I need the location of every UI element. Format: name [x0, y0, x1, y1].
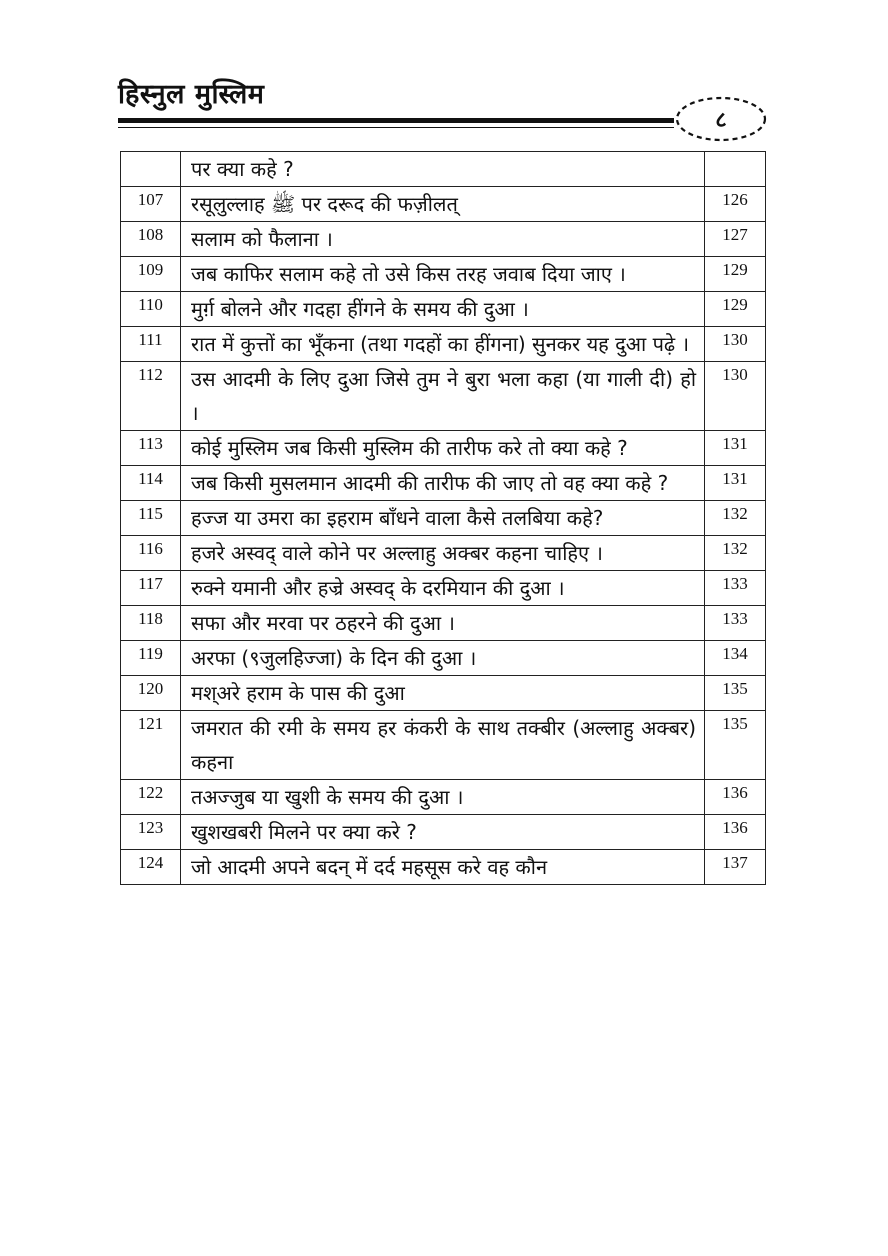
toc-entry-page: [705, 152, 766, 187]
toc-entry-page: 135: [705, 676, 766, 711]
page-header: [118, 74, 768, 146]
toc-entry-number: 116: [121, 536, 181, 571]
toc-entry-number: 123: [121, 815, 181, 850]
toc-row: [121, 257, 766, 292]
toc-row: [121, 641, 766, 676]
toc-entry-page: 135: [705, 711, 766, 780]
toc-entry-page: 131: [705, 431, 766, 466]
toc-row: [121, 711, 766, 780]
toc-entry-page: 133: [705, 571, 766, 606]
toc-row: [121, 431, 766, 466]
toc-entry-number: [121, 152, 181, 187]
toc-entry-title: रुक्ने यमानी और हज्रे अस्वद् के दरमियान की दुआ ।: [181, 571, 705, 606]
toc-entry-page: 132: [705, 501, 766, 536]
toc-entry-title: जब काफिर सलाम कहे तो उसे किस तरह जवाब दिया जाए ।: [181, 257, 705, 292]
toc-entry-title: उस आदमी के लिए दुआ जिसे तुम ने बुरा भला कहा (या गाली दी) हो ।: [181, 362, 705, 431]
page-number: ८: [715, 108, 727, 133]
toc-entry-page: 134: [705, 641, 766, 676]
toc-entry-number: 114: [121, 466, 181, 501]
toc-row: [121, 850, 766, 885]
toc-entry-title: हजरे अस्वद् वाले कोने पर अल्लाहु अक्बर कहना चाहिए ।: [181, 536, 705, 571]
toc-entry-page: 136: [705, 780, 766, 815]
toc-entry-title: जमरात की रमी के समय हर कंकरी के साथ तक्बीर (अल्लाहु अक्बर) कहना: [181, 711, 705, 780]
toc-entry-page: 136: [705, 815, 766, 850]
toc-entry-title: जब किसी मुसलमान आदमी की तारीफ की जाए तो वह क्या कहे ?: [181, 466, 705, 501]
toc-entry-number: 115: [121, 501, 181, 536]
toc-row: [121, 292, 766, 327]
toc-entry-title: जो आदमी अपने बदन् में दर्द महसूस करे वह कौन: [181, 850, 705, 885]
toc-entry-page: 131: [705, 466, 766, 501]
toc-row: [121, 152, 766, 187]
toc-entry-title: हज्ज या उमरा का इहराम बाँधने वाला कैसे तलबिया कहे?: [181, 501, 705, 536]
toc-entry-number: 121: [121, 711, 181, 780]
toc-row: [121, 466, 766, 501]
toc-entry-number: 118: [121, 606, 181, 641]
toc-entry-number: 122: [121, 780, 181, 815]
toc-entry-page: 129: [705, 257, 766, 292]
toc-row: [121, 571, 766, 606]
toc-entry-number: 112: [121, 362, 181, 431]
toc-entry-title: रात में कुत्तों का भूँकना (तथा गदहों का हींगना) सुनकर यह दुआ पढ़े ।: [181, 327, 705, 362]
toc-entry-title: अरफा (९जुलहिज्जा) के दिन की दुआ ।: [181, 641, 705, 676]
toc-row: [121, 222, 766, 257]
toc-table: [120, 151, 766, 885]
toc-entry-number: 108: [121, 222, 181, 257]
toc-entry-number: 107: [121, 187, 181, 222]
toc-row: [121, 362, 766, 431]
toc-entry-title: सफा और मरवा पर ठहरने की दुआ ।: [181, 606, 705, 641]
toc-entry-title: मश्अरे हराम के पास की दुआ: [181, 676, 705, 711]
toc-row: [121, 501, 766, 536]
toc-entry-page: 126: [705, 187, 766, 222]
toc-entry-title: रसूलुल्लाह ﷺ पर दरूद की फज़ीलत्: [181, 187, 705, 222]
toc-entry-number: 109: [121, 257, 181, 292]
toc-row: [121, 536, 766, 571]
toc-entry-number: 119: [121, 641, 181, 676]
toc-entry-title: सलाम को फैलाना ।: [181, 222, 705, 257]
header-rule-thin: [118, 127, 674, 128]
toc-entry-page: 132: [705, 536, 766, 571]
toc-entry-number: 110: [121, 292, 181, 327]
toc-entry-number: 113: [121, 431, 181, 466]
toc-entry-number: 120: [121, 676, 181, 711]
toc-entry-number: 117: [121, 571, 181, 606]
toc-row: [121, 606, 766, 641]
toc-entry-page: 130: [705, 362, 766, 431]
toc-entry-title: तअज्जुब या खुशी के समय की दुआ ।: [181, 780, 705, 815]
toc-entry-page: 130: [705, 327, 766, 362]
page-number-badge: [674, 94, 768, 144]
toc-entry-title: पर क्या कहे ?: [181, 152, 705, 187]
toc-row: [121, 187, 766, 222]
toc-row: [121, 780, 766, 815]
toc-entry-number: 111: [121, 327, 181, 362]
toc-entry-page: 129: [705, 292, 766, 327]
toc-entry-number: 124: [121, 850, 181, 885]
toc-entry-title: खुशखबरी मिलने पर क्या करे ?: [181, 815, 705, 850]
toc-row: [121, 815, 766, 850]
header-rule-thick: [118, 118, 674, 123]
book-title: हिस्नुल मुस्लिम: [118, 79, 265, 110]
toc-entry-title: मुर्ग़ बोलने और गदहा हींगने के समय की दुआ ।: [181, 292, 705, 327]
toc-entry-page: 127: [705, 222, 766, 257]
toc-entry-page: 137: [705, 850, 766, 885]
toc-entry-page: 133: [705, 606, 766, 641]
toc-row: [121, 676, 766, 711]
toc-row: [121, 327, 766, 362]
toc-entry-title: कोई मुस्लिम जब किसी मुस्लिम की तारीफ करे तो क्या कहे ?: [181, 431, 705, 466]
